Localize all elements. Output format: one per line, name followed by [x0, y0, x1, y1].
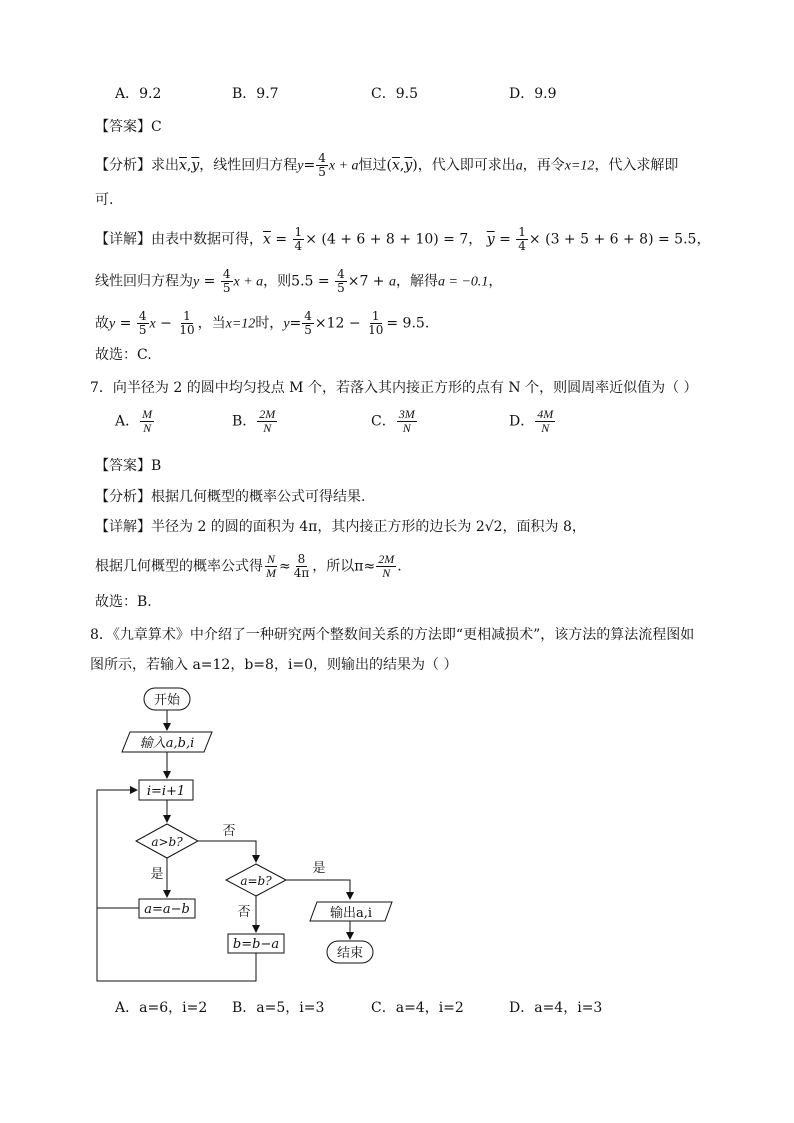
q6-option-a: A．9.2	[115, 86, 162, 102]
q7-option-c: C． $\frac{3M}{N}$	[371, 407, 415, 435]
q7-answer: 【答案】B	[95, 458, 162, 474]
flow-yes2-label: 是	[312, 861, 326, 876]
q8-option-d: D．a=4，i=3	[509, 1000, 603, 1016]
flow-cond2-label: a=b?	[240, 874, 272, 888]
q7-stem: 7．向半径为 2 的圆中均匀投点 M 个，若落入其内接正方形的点有 N 个，则圆周率近似值为（ ）	[90, 380, 698, 396]
q7-conclusion: 故选：B.	[95, 594, 152, 610]
q7-option-b: B． $\frac{2M}{N}$	[232, 407, 276, 435]
q6-analysis: 【分析】求出$\overline{x},\overline{y}$，线性回归方程y= $\frac{4}{5}$ x + a恒过$(\overline{x},\overline{y})$，代入即可求出a，再令x=12，代入求解即	[95, 151, 679, 179]
flow-cond1-label: a>b?	[151, 835, 183, 849]
flow-end-label: 结束	[336, 946, 364, 961]
q6-conclusion: 故选：C.	[95, 347, 152, 363]
flow-no2-label: 否	[237, 905, 251, 920]
q6-detail-1: 【详解】由表中数据可得，$\overline{x}$ = $\frac{1}{4}$ × (4 + 6 + 8 + 10) = 7， $\overline{y}$ = $\frac{1}{4}$ × (3 + 5 + 6 + 8) = 5.5，	[95, 225, 711, 253]
q7-option-d: D． $\frac{4M}{N}$	[509, 407, 554, 435]
q7-detail-1: 【详解】半径为 2 的圆的面积为 4π，其内接正方形的边长为 2√2，面积为 8，	[95, 519, 586, 535]
flow-assign2-label: b=b−a	[232, 937, 280, 952]
q6-option-c: C．9.5	[371, 86, 418, 102]
flow-input-label: 输入a,b,i	[139, 736, 195, 751]
q6-detail-2: 线性回归方程为y = $\frac{4}{5}$ x + a，则5.5 = $\frac{4}{5}$ ×7 + a，解得a = −0.1，	[95, 267, 503, 295]
q7-option-a: A． $\frac{M}{N}$	[115, 407, 153, 435]
flow-no1-label: 否	[222, 824, 236, 839]
flow-output-label: 输出a,i	[329, 906, 373, 921]
flow-start-label: 开始	[153, 693, 181, 708]
q7-analysis: 【分析】根据几何概型的概率公式可得结果.	[95, 489, 366, 505]
flow-assign1-label: a=a−b	[144, 902, 190, 917]
q6-detail-3: 故y = $\frac{4}{5}$ x − $\frac{1}{10}$ ，当x=12时，y= $\frac{4}{5}$ ×12 − $\frac{1}{10}$ = 9.5.	[95, 309, 430, 337]
flow-step-label: i=i+1	[146, 784, 186, 799]
q6-option-d: D．9.9	[509, 86, 557, 102]
q8-option-c: C．a=4，i=2	[371, 1000, 464, 1016]
flow-yes1-label: 是	[150, 867, 164, 882]
q6-analysis-wrap: 可.	[95, 192, 114, 208]
q8-option-b: B．a=5，i=3	[232, 1000, 325, 1016]
q6-answer: 【答案】C	[95, 119, 162, 135]
q8-stem-2: 图所示，若输入 a=12，b=8，i=0，则输出的结果为（ ）	[90, 657, 458, 673]
q8-option-a: A．a=6，i=2	[115, 1000, 208, 1016]
q7-detail-2: 根据几何概型的概率公式得 $\frac{N}{M}$ ≈ $\frac{8}{4\pi}$ ，所以π≈ $\frac{2M}{N}$ .	[95, 552, 402, 580]
q6-option-b: B．9.7	[232, 86, 279, 102]
q8-stem-1: 8．《九章算术》中介绍了一种研究两个整数间关系的方法即“更相减损术”，该方法的算法流程图如	[90, 627, 695, 643]
